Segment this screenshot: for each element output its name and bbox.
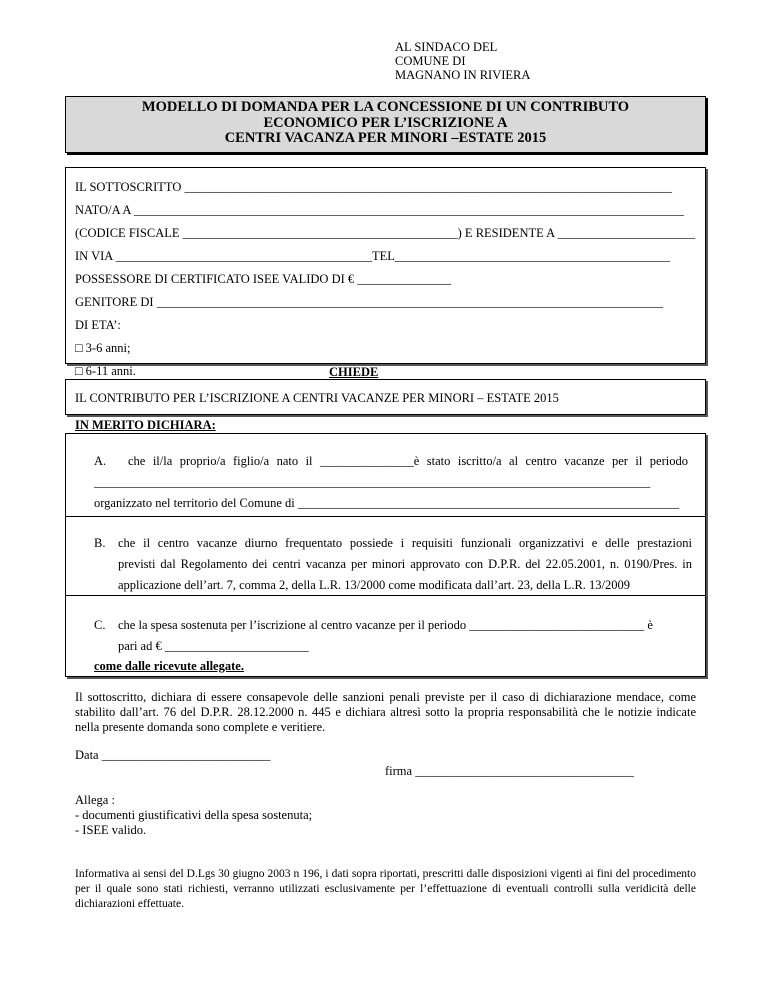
- item-c-letter: C.: [94, 618, 106, 632]
- divider: [65, 595, 706, 596]
- item-a-line3[interactable]: organizzato nel territorio del Comune di _____________________________________________________________: [94, 496, 680, 510]
- contributo-text: IL CONTRIBUTO PER L’ISCRIZIONE A CENTRI VACANZE PER MINORI – ESTATE 2015: [75, 391, 559, 405]
- chiede-heading: CHIEDE: [329, 365, 379, 379]
- allega-line: Allega :: [75, 793, 115, 807]
- recipient-line: COMUNE DI: [395, 54, 466, 68]
- field-sottoscritto[interactable]: IL SOTTOSCRITTO ______________________________________________________________________________: [75, 180, 672, 194]
- item-c-line2[interactable]: pari ad € _______________________: [118, 639, 309, 653]
- data-field[interactable]: Data ___________________________: [75, 748, 271, 762]
- field-eta-label: DI ETA’:: [75, 318, 121, 332]
- firma-field[interactable]: firma ___________________________________: [385, 764, 634, 778]
- item-a-line2[interactable]: _________________________________________________________________________________________: [94, 475, 651, 489]
- checkbox-3-6[interactable]: □ 3-6 anni;: [75, 341, 131, 355]
- item-b-line2: previsti dal Regolamento dei centri vacanza per minori approvato con D.P.R. del 22.05.2001, n. 0190/Pres. in: [118, 557, 692, 571]
- item-a-letter: A.: [94, 454, 107, 468]
- item-b-line1: che il centro vacanze diurno frequentato possiede i requisiti funzionali organizzativi e delle prestazioni: [118, 536, 692, 550]
- item-b-line3: applicazione dell’art. 7, comma 2, della L.R. 13/2000 come modificata dall’art. 23, della L.R. 13/2009: [118, 578, 630, 592]
- allega-line: - ISEE valido.: [75, 823, 147, 837]
- recipient-line: MAGNANO IN RIVIERA: [395, 68, 531, 82]
- allega-block: [75, 793, 312, 838]
- checkbox-6-11[interactable]: □ 6-11 anni.: [75, 364, 136, 378]
- allega-line: - documenti giustificativi della spesa sostenuta;: [75, 808, 313, 822]
- field-nato[interactable]: NATO/A A ________________________________________________________________________________________: [75, 203, 684, 217]
- item-c-line1[interactable]: che la spesa sostenuta per l’iscrizione al centro vacanze per il periodo ____________________________ è: [118, 618, 653, 632]
- personal-data-box: [65, 167, 706, 364]
- field-codice-fiscale[interactable]: (CODICE FISCALE ____________________________________________) E RESIDENTE A ______________________: [75, 226, 696, 240]
- item-b-letter: B.: [94, 536, 106, 550]
- title-line: ECONOMICO PER L’ISCRIZIONE A: [263, 114, 508, 131]
- field-via-tel[interactable]: IN VIA _________________________________________TEL____________________________________________: [75, 249, 670, 263]
- divider: [65, 516, 706, 517]
- title-line: CENTRI VACANZA PER MINORI –ESTATE 2015: [224, 130, 547, 146]
- declaration-paragraph: Il sottoscritto, dichiara di essere consapevole delle sanzioni penali previste per il caso di dichiarazione mendace, come stabilito dall’art. 76 del D.P.R. 28.12.2000 n. 445 e dichiara altresì sotto la propria responsabilità che le notizie indicate nella presente domanda sono complete e veritiere.: [75, 690, 696, 734]
- item-a-line1[interactable]: che il/la proprio/a figlio/a nato il _______________è stato iscritto/a al centro vacanze per il periodo: [128, 454, 688, 468]
- document-title: [65, 96, 706, 153]
- title-line: MODELLO DI DOMANDA PER LA CONCESSIONE DI UN CONTRIBUTO: [141, 99, 630, 115]
- field-genitore[interactable]: GENITORE DI _________________________________________________________________________________: [75, 295, 663, 309]
- dichiara-heading: IN MERITO DICHIARA:: [75, 418, 216, 432]
- privacy-notice: Informativa ai sensi del D.Lgs 30 giugno 2003 n 196, i dati sopra riportati, prescritti dalle disposizioni vigenti ai fini del procedimento per il quale sono stati richiesti, verranno utilizzati esclusivamente per l’effettuazione di eventuali controlli sulla veridicità delle dichiarazioni effettuate.: [75, 868, 696, 910]
- item-c-line3: come dalle ricevute allegate.: [94, 659, 244, 673]
- field-isee[interactable]: POSSESSORE DI CERTIFICATO ISEE VALIDO DI € _______________: [75, 272, 452, 286]
- recipient-block: [395, 40, 530, 82]
- recipient-line: AL SINDACO DEL: [395, 40, 498, 54]
